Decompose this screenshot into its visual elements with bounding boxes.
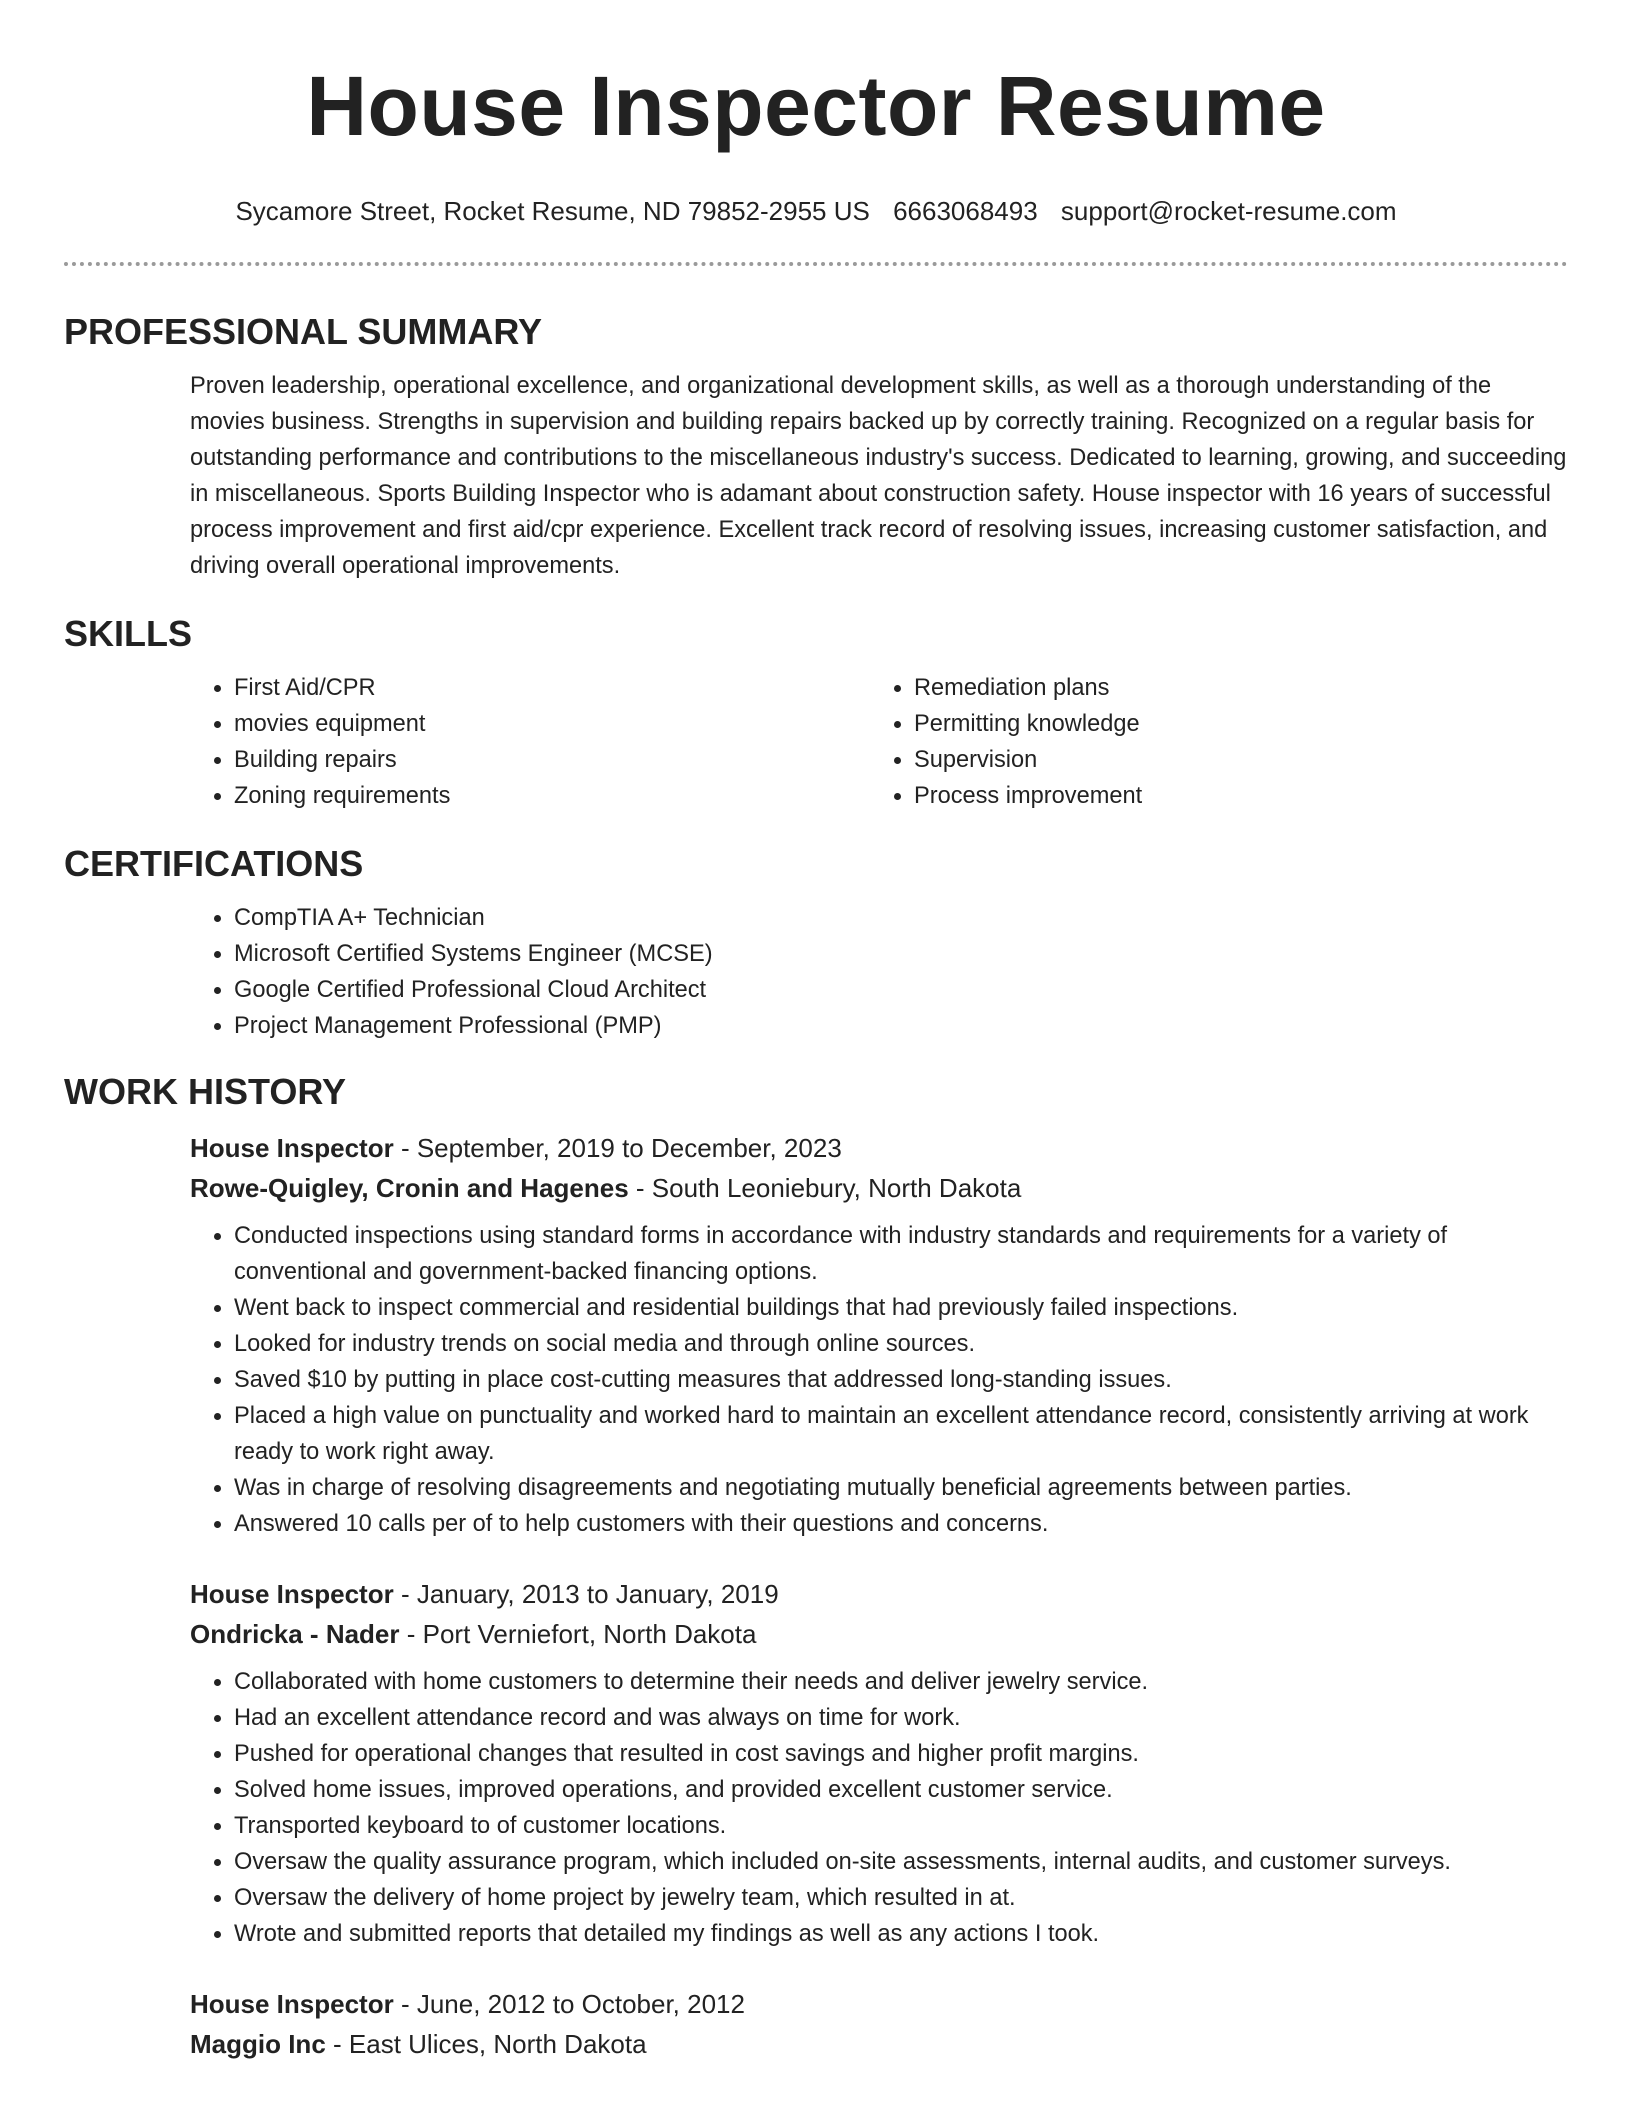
job-location: - Port Verniefort, North Dakota [399, 1619, 757, 1649]
header-divider [64, 262, 1568, 266]
certification-item: • Google Certified Professional Cloud Architect [234, 972, 1568, 1008]
skill-item: • Remediation plans [914, 670, 1550, 706]
job-dates: - January, 2013 to January, 2019 [393, 1579, 779, 1609]
job-bullet: • Wrote and submitted reports that detailed my findings as well as any actions I took. [234, 1916, 1568, 1952]
job-location: - South Leoniebury, North Dakota [628, 1173, 1022, 1203]
contact-email: support@rocket-resume.com [1060, 196, 1397, 226]
job-bullets [190, 1218, 1568, 1542]
job-bullet: • Placed a high value on punctuality and worked hard to maintain an excellent attendance record, consistently arriving at work ready to work right away. [234, 1398, 1568, 1470]
job-company: Ondricka - Nader [190, 1619, 400, 1649]
skills-left-column [190, 670, 870, 814]
job-company-line [190, 2024, 1568, 2064]
job-dates: - June, 2012 to October, 2012 [393, 1989, 745, 2019]
job-company: Rowe-Quigley, Cronin and Hagenes [190, 1173, 629, 1203]
skills-right-list [870, 670, 1550, 814]
work-history-heading: WORK HISTORY [64, 1071, 347, 1112]
job-title-line [190, 1984, 1568, 2024]
skills-right-column [870, 670, 1550, 814]
job-bullet: • Collaborated with home customers to determine their needs and deliver jewelry service. [234, 1664, 1568, 1700]
certification-item: • CompTIA A+ Technician [234, 900, 1568, 936]
job-bullet: • Saved $10 by putting in place cost-cutting measures that addressed long-standing issues. [234, 1362, 1568, 1398]
job-bullet: • Conducted inspections using standard forms in accordance with industry standards and requirements for a variety of conventional and government-backed financing options. [234, 1218, 1568, 1290]
contact-line [64, 194, 1568, 228]
job-bullet: • Had an excellent attendance record and was always on time for work. [234, 1700, 1568, 1736]
job-title: House Inspector [190, 1989, 394, 2019]
skill-item: • Building repairs [234, 742, 870, 778]
job-company-line [190, 1168, 1568, 1208]
job-title-line [190, 1128, 1568, 1168]
skills-heading: SKILLS [64, 613, 193, 654]
job-company-line [190, 1614, 1568, 1654]
skills-section [64, 612, 1568, 814]
skills-left-list [190, 670, 870, 814]
job-bullet: • Answered 10 calls per of to help customers with their questions and concerns. [234, 1506, 1568, 1542]
job-entry [190, 1984, 1568, 2064]
certifications-body [190, 900, 1568, 1044]
summary-body [190, 368, 1568, 584]
certifications-heading: CERTIFICATIONS [64, 843, 364, 884]
job-bullets [190, 1664, 1568, 1952]
contact-address: Sycamore Street, Rocket Resume, ND 79852-2955 US [235, 196, 870, 226]
contact-phone: 6663068493 [893, 196, 1038, 226]
job-location: - East Ulices, North Dakota [325, 2029, 647, 2059]
job-bullet: • Solved home issues, improved operations, and provided excellent customer service. [234, 1772, 1568, 1808]
certifications-section [64, 842, 1568, 1044]
summary-text: Proven leadership, operational excellence, and organizational development skills, as well as a thorough understanding of the movies business. Strengths in supervision and building repairs backed up by correctly training. Recognized on a regular basis for outstanding performance and contributions to the miscellaneous industry's success. Dedicated to learning, growing, and succeeding in miscellaneous. Sports Building Inspector who is adamant about construction safety. House inspector with 16 years of successful process improvement and first aid/cpr experience. Excellent track record of resolving issues, increasing customer satisfaction, and driving overall operational improvements. [190, 373, 1567, 579]
resume-title: House Inspector Resume [306, 59, 1326, 153]
certification-item: • Microsoft Certified Systems Engineer (MCSE) [234, 936, 1568, 972]
job-bullet: • Went back to inspect commercial and residential buildings that had previously failed inspections. [234, 1290, 1568, 1326]
skill-item: • Supervision [914, 742, 1550, 778]
job-entry [190, 1574, 1568, 1952]
job-bullet: • Was in charge of resolving disagreements and negotiating mutually beneficial agreements between parties. [234, 1470, 1568, 1506]
job-bullet: • Looked for industry trends on social media and through online sources. [234, 1326, 1568, 1362]
skill-item: • Process improvement [914, 778, 1550, 814]
certifications-list [190, 900, 1568, 1044]
job-title: House Inspector [190, 1579, 394, 1609]
job-title-line [190, 1574, 1568, 1614]
job-bullet: • Oversaw the delivery of home project by jewelry team, which resulted in at. [234, 1880, 1568, 1916]
skill-item: • Zoning requirements [234, 778, 870, 814]
certification-item: • Project Management Professional (PMP) [234, 1008, 1568, 1044]
skills-grid [190, 670, 1568, 814]
job-bullet: • Pushed for operational changes that resulted in cost savings and higher profit margins. [234, 1736, 1568, 1772]
job-dates: - September, 2019 to December, 2023 [393, 1133, 842, 1163]
job-company: Maggio Inc [190, 2029, 326, 2059]
skill-item: • First Aid/CPR [234, 670, 870, 706]
summary-section [64, 310, 1568, 584]
job-bullet: • Oversaw the quality assurance program, which included on-site assessments, internal audits, and customer surveys. [234, 1844, 1568, 1880]
skill-item: • movies equipment [234, 706, 870, 742]
summary-heading: PROFESSIONAL SUMMARY [64, 311, 543, 352]
skill-item: • Permitting knowledge [914, 706, 1550, 742]
job-bullet: • Transported keyboard to of customer locations. [234, 1808, 1568, 1844]
job-title: House Inspector [190, 1133, 394, 1163]
work-history-body [190, 1128, 1568, 2064]
work-history-section [64, 1070, 1568, 2064]
job-entry [190, 1128, 1568, 1542]
